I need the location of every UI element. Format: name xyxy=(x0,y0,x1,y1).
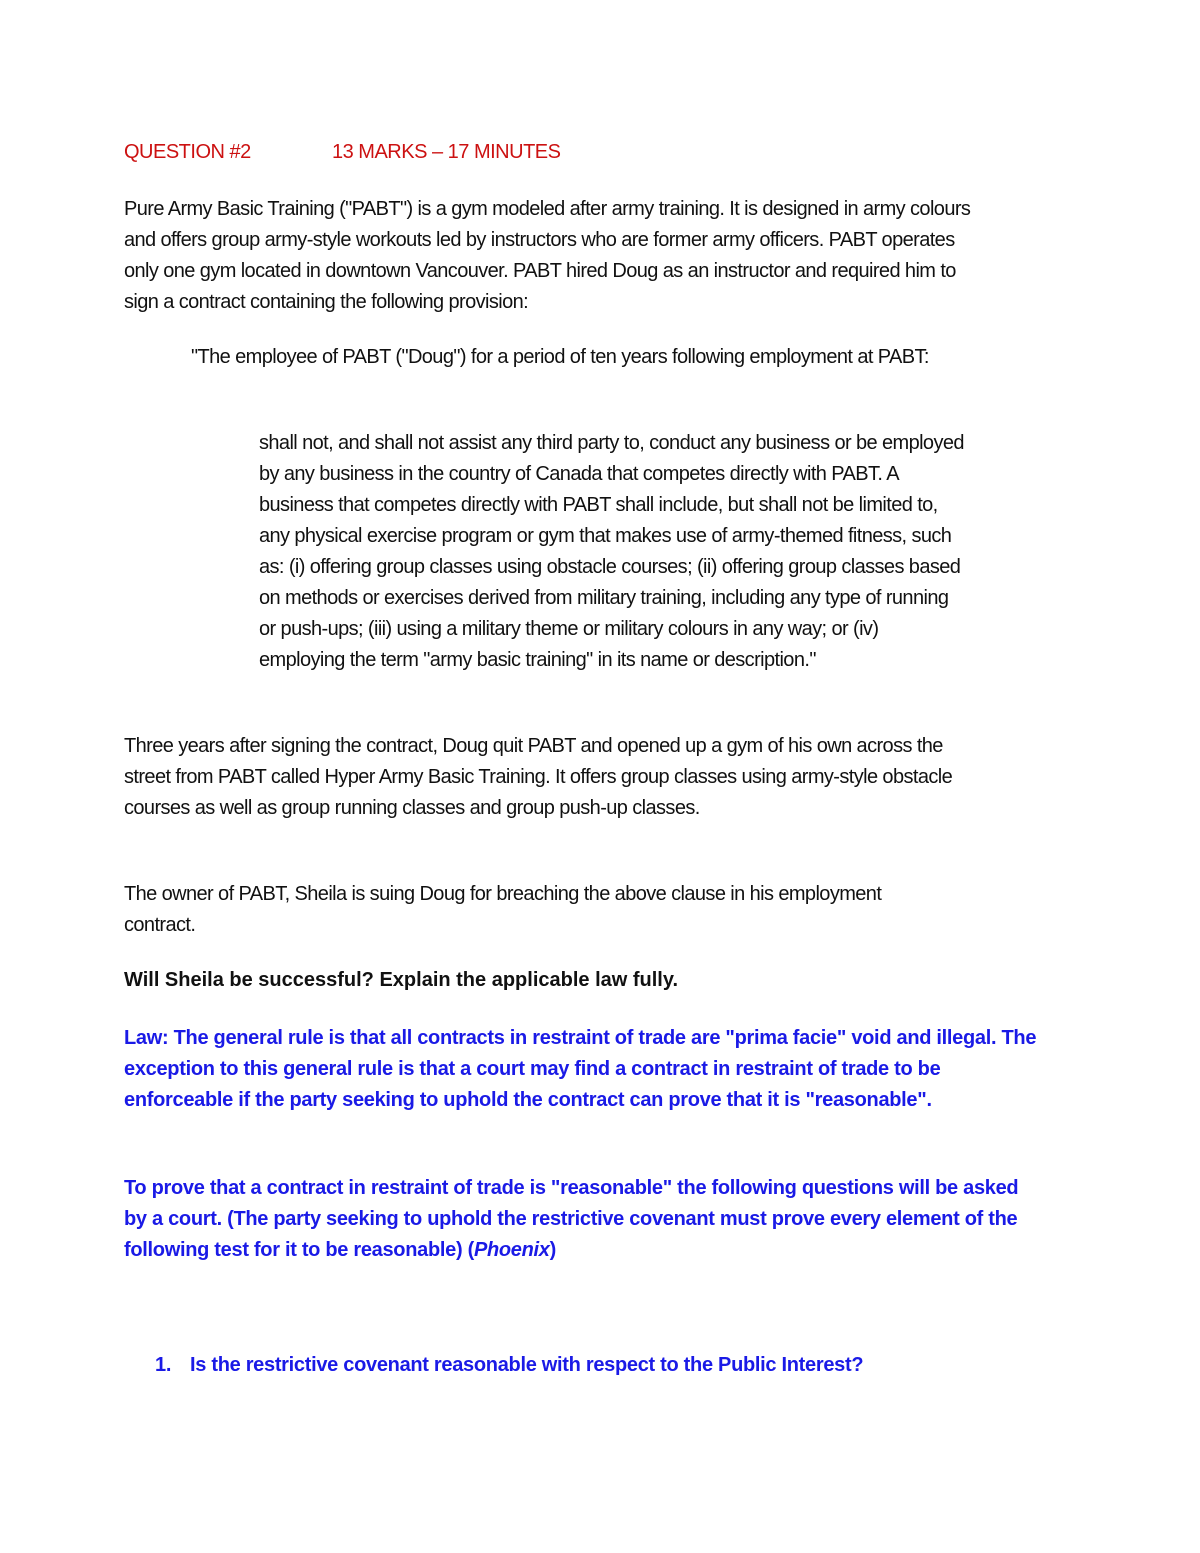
intro-paragraph: Pure Army Basic Training ("PABT") is a gym modeled after army training. It is designed in army colours and offers group army-style workouts led by instructors who are former army officers. PABT operates only one gym located in downtown Vancouver. PABT hired Doug as an instructor and required him to sign a contract containing the following provision: xyxy=(124,198,971,313)
answer-test-close: ) xyxy=(549,1239,557,1261)
question-number: QUESTION #2 xyxy=(124,141,251,163)
exam-question: Will Sheila be successful? Explain the applicable law fully. xyxy=(124,969,679,991)
answer-test-text: To prove that a contract in restraint of trade is "reasonable" the following questions will be asked by a court. (The party seeking to uphold the restrictive covenant must prove every element of the following test for it to be reasonable) ( xyxy=(124,1177,1019,1261)
list-item-number: 1. xyxy=(155,1354,172,1376)
list-item xyxy=(155,1350,863,1381)
marks-time: 13 MARKS – 17 MINUTES xyxy=(332,141,561,163)
question-heading xyxy=(124,141,561,164)
list-item-text: Is the restrictive covenant reasonable with respect to the Public Interest? xyxy=(190,1354,864,1376)
answer-test xyxy=(124,1173,1044,1266)
facts-paragraph: Three years after signing the contract, Doug quit PABT and opened up a gym of his own across the street from PABT called Hyper Army Basic Training. It offers group classes using army-style obstacle courses as well as group running classes and group push-up classes. xyxy=(124,735,953,819)
quote-intro: "The employee of PABT ("Doug") for a period of ten years following employment at PABT: xyxy=(191,346,929,368)
lawsuit-paragraph: The owner of PABT, Sheila is suing Doug for breaching the above clause in his employment contract. xyxy=(124,883,882,936)
quote-body: shall not, and shall not assist any third party to, conduct any business or be employed by any business in the country of Canada that competes directly with PABT. A business that competes directly with PABT shall include, but shall not be limited to, any physical exercise program or gym that makes use of army-themed fitness, such as: (i) offering group classes using obstacle courses; (ii) offering group classes based on methods or exercises derived from military training, including any type of running or push-ups; (iii) using a military theme or military colours in any way; or (iv) employing the term "army basic training" in its name or description." xyxy=(259,432,964,671)
answer-law: Law: The general rule is that all contracts in restraint of trade are "prima facie" void and illegal. The exception to this general rule is that a court may find a contract in restraint of trade to be enforceable if the party seeking to uphold the contract can prove that it is "reasonable". xyxy=(124,1027,1037,1111)
case-name: Phoenix xyxy=(473,1239,550,1261)
